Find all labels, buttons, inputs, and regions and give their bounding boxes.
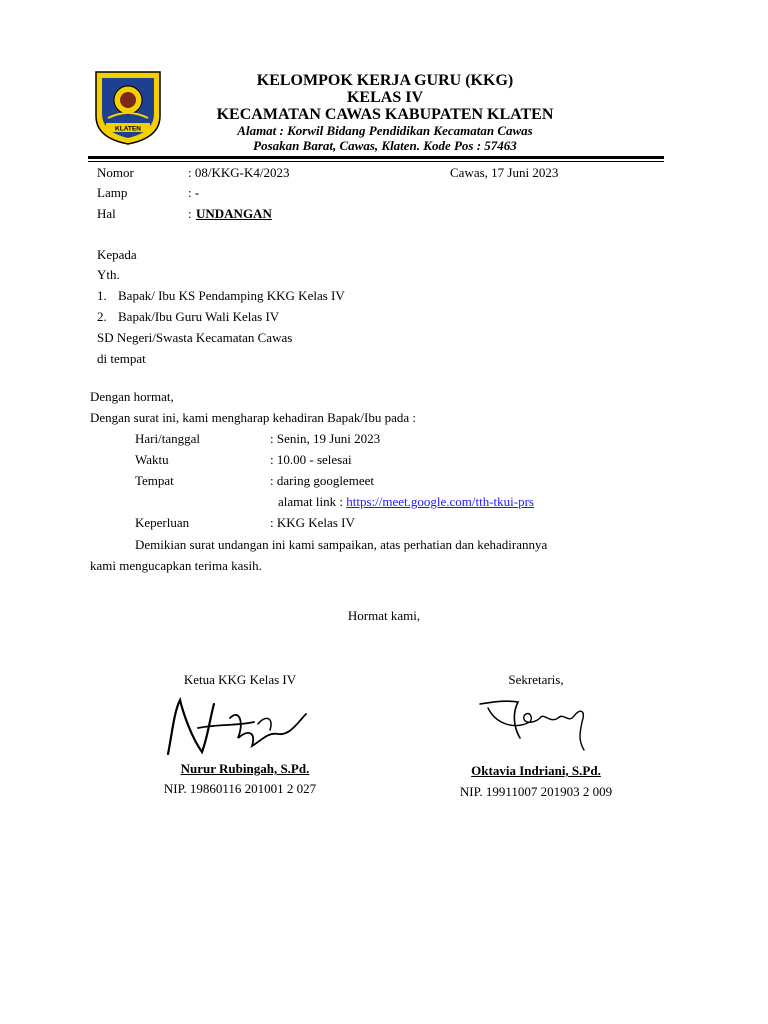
detail-label: Hari/tanggal [135, 431, 200, 446]
nomor-value: : 08/KKG-K4/2023 [188, 165, 290, 180]
left-signatory-nip: NIP. 19860116 201001 2 027 [163, 781, 317, 796]
address-line-2: Posakan Barat, Cawas, Klaten. Kode Pos : 57463 [253, 138, 517, 153]
detail-label: Waktu [135, 452, 169, 467]
nomor-label: Nomor [97, 165, 134, 180]
recipient-item: Bapak/Ibu Guru Wali Kelas IV [118, 309, 280, 324]
closing-line-1: Demikian surat undangan ini kami sampaikan, atas perhatian dan kehadirannya [135, 537, 548, 552]
salutation: Hormat kami, [347, 608, 421, 623]
letter-date: Cawas, 17 Juni 2023 [450, 165, 559, 180]
lamp-value: : - [188, 185, 200, 200]
recipient-school: SD Negeri/Swasta Kecamatan Cawas [97, 330, 293, 345]
meeting-link[interactable]: https://meet.google.com/tth-tkui-prs [346, 494, 534, 509]
org-class: KELAS IV [346, 89, 424, 106]
left-handwritten-signature [158, 694, 318, 760]
header-divider-thick [88, 156, 664, 159]
hal-label: Hal [97, 206, 116, 221]
klaten-emblem-logo [92, 68, 164, 146]
left-signatory-name: Nurur Rubingah, S.Pd. [180, 761, 310, 776]
logo-text: KLATEN [115, 125, 141, 133]
recipient-item-number: 1. [97, 288, 107, 303]
lamp-label: Lamp [97, 185, 128, 200]
greeting: Dengan hormat, [90, 389, 174, 404]
address-line-1: Alamat : Korwil Bidang Pendidikan Kecamatan Cawas [237, 123, 533, 138]
meeting-link-row [278, 494, 534, 510]
recipient-place: di tempat [97, 351, 146, 366]
org-region: KECAMATAN CAWAS KABUPATEN KLATEN [216, 106, 554, 123]
keperluan-value: : KKG Kelas IV [270, 515, 355, 530]
right-signatory-name: Oktavia Indriani, S.Pd. [471, 763, 601, 778]
hal-colon: : [188, 206, 192, 221]
hal-value: UNDANGAN [196, 206, 272, 221]
yth-label: Yth. [97, 267, 120, 282]
detail-value: : 10.00 - selesai [270, 452, 352, 467]
detail-value: : Senin, 19 Juni 2023 [270, 431, 381, 446]
org-name: KELOMPOK KERJA GURU (KKG) [256, 72, 514, 89]
closing-line-2: kami mengucapkan terima kasih. [90, 558, 262, 573]
left-signatory-title: Ketua KKG Kelas IV [183, 672, 297, 687]
keperluan-label: Keperluan [135, 515, 190, 530]
detail-value: : daring googlemeet [270, 473, 374, 488]
intro-text: Dengan surat ini, kami mengharap kehadiran Bapak/Ibu pada : [90, 410, 416, 425]
header-divider-thin [88, 161, 664, 162]
detail-label: Tempat [135, 473, 174, 488]
right-signatory-nip: NIP. 19911007 201903 2 009 [459, 784, 613, 799]
right-handwritten-signature [474, 694, 604, 754]
recipient-item-number: 2. [97, 309, 107, 324]
kepada-label: Kepada [97, 247, 137, 262]
link-prefix: alamat link : [278, 494, 347, 509]
right-signatory-title: Sekretaris, [508, 672, 564, 687]
recipient-item: Bapak/ Ibu KS Pendamping KKG Kelas IV [118, 288, 345, 303]
